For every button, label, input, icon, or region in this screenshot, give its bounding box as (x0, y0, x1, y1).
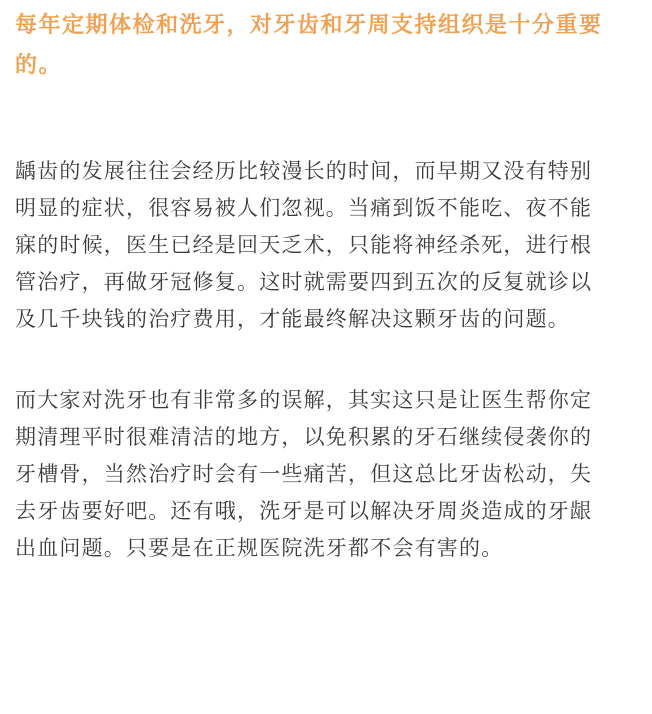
paragraph-line: 去牙齿要好吧。还有哦，洗牙是可以解决牙周炎造成的牙龈 (15, 499, 593, 523)
highlighted-headline (15, 0, 640, 86)
paragraph-cavities (15, 153, 640, 338)
paragraph-line: 寐的时候，医生已经是回天乏术，只能将神经杀死，进行根 (15, 233, 593, 257)
headline-line: 的。 (15, 53, 63, 78)
paragraph-line: 龋齿的发展往往会经历比较漫长的时间，而早期又没有特别 (15, 159, 593, 183)
paragraph-teeth-cleaning (15, 382, 640, 567)
paragraph-line: 出血问题。只要是在正规医院洗牙都不会有害的。 (15, 536, 504, 560)
paragraph-line: 明显的症状，很容易被人们忽视。当痛到饭不能吃、夜不能 (15, 196, 593, 220)
paragraph-line: 及几千块钱的治疗费用，才能最终解决这颗牙齿的问题。 (15, 307, 570, 331)
headline-line: 每年定期体检和洗牙，对牙齿和牙周支持组织是十分重要 (15, 13, 603, 38)
paragraph-line: 管治疗，再做牙冠修复。这时就需要四到五次的反复就诊以 (15, 270, 593, 294)
paragraph-line: 而大家对洗牙也有非常多的误解，其实这只是让医生帮你定 (15, 388, 593, 412)
paragraph-line: 期清理平时很难清洁的地方，以免积累的牙石继续侵袭你的 (15, 425, 593, 449)
paragraph-line: 牙槽骨，当然治疗时会有一些痛苦，但这总比牙齿松动，失 (15, 462, 593, 486)
